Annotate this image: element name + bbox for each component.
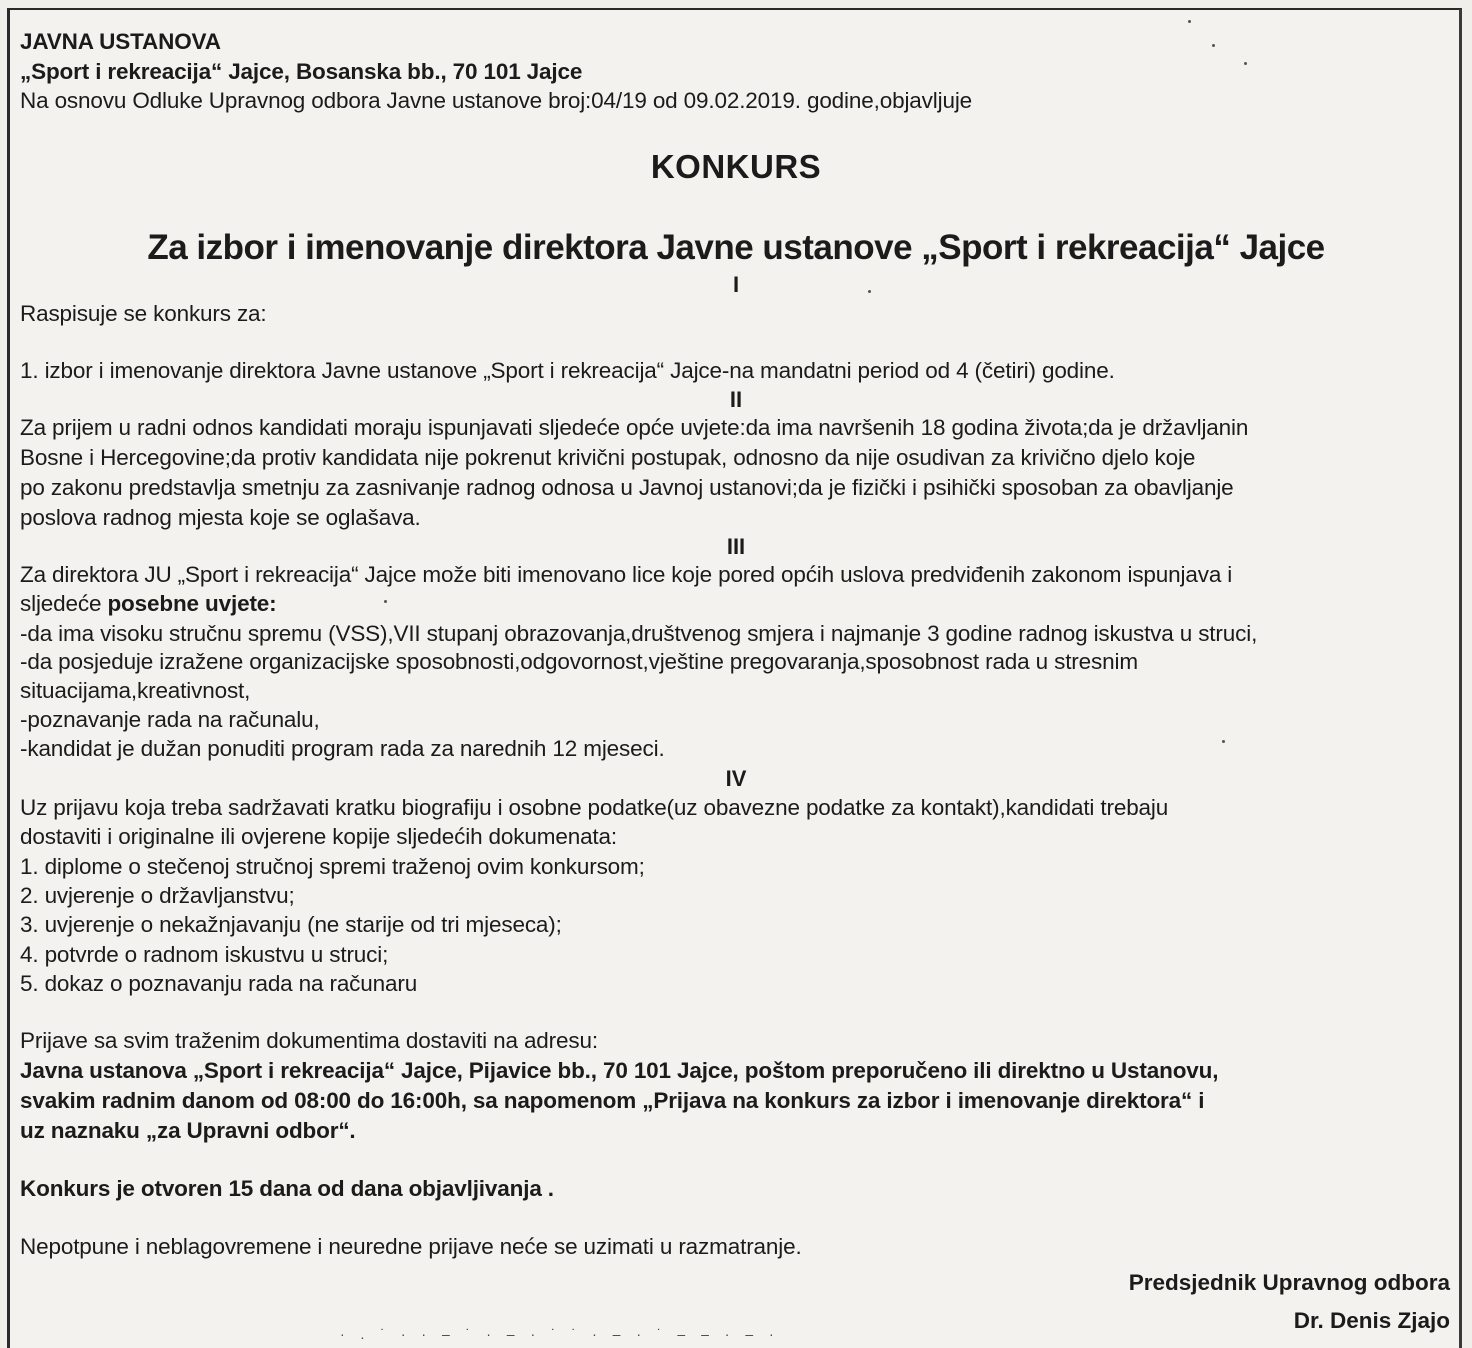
signature-role: Predsjednik Upravnog odbora bbox=[1128, 1270, 1450, 1295]
section-iv-line: Uz prijavu koja treba sadržavati kratku biografiju i osobne podatke(uz obavezne podatke za kontakt),kandidati trebaju bbox=[20, 795, 1169, 820]
org-name: „Sport i rekreacija“ Jajce, Bosanska bb., 70 101 Jajce bbox=[20, 59, 583, 84]
submission-address: uz naznaku „za Upravni odbor“. bbox=[20, 1118, 356, 1143]
legal-basis: Na osnovu Odluke Upravnog odbora Javne ustanove broj:04/19 od 09.02.2019. godine,objavljuje bbox=[20, 88, 973, 113]
open-period: Konkurs je otvoren 15 dana od dana objavljivanja . bbox=[20, 1176, 554, 1201]
requirement-item: situacijama,kreativnost, bbox=[20, 678, 251, 703]
org-type: JAVNA USTANOVA bbox=[20, 29, 221, 54]
section-iii-prefix: sljedeće bbox=[20, 591, 108, 616]
document-item: 2. uvjerenje o državljanstvu; bbox=[20, 883, 295, 908]
section-numeral-iii: III bbox=[726, 534, 746, 559]
submission-address: Javna ustanova „Sport i rekreacija“ Jajce, Pijavice bb., 70 101 Jajce, poštom preporučeno ili direktno u Ustanovu, bbox=[20, 1058, 1219, 1083]
signature-name: Dr. Denis Zjajo bbox=[1293, 1308, 1450, 1333]
print-speck bbox=[1212, 44, 1215, 47]
section-iv-line: dostaviti i originalne ili ovjerene kopije sljedećih dokumenata: bbox=[20, 824, 617, 849]
requirement-item: -da posjeduje izražene organizacijske sposobnosti,odgovornost,vještine pregovaranja,sposobnost rada u stresnim bbox=[20, 649, 1138, 674]
section-iii-line: Za direktora JU „Sport i rekreacija“ Jajce može biti imenovano lice koje pored općih uslova predviđenih zakonom ispunjava i bbox=[20, 562, 1233, 587]
section-numeral-ii: II bbox=[729, 387, 743, 412]
print-artifact-dots: · . ˙ · · ‒ ˙ · ‒ · ˙ ˙ · ‒ · ˙ ‒ ‒ · ‒ · bbox=[340, 1326, 780, 1342]
incomplete-note: Nepotpune i neblagovremene i neuredne prijave neće se uzimati u razmatranje. bbox=[20, 1234, 802, 1259]
document-item: 5. dokaz o poznavanju rada na računaru bbox=[20, 971, 418, 996]
submission-address: svakim radnim danom od 08:00 do 16:00h, sa napomenom „Prijava na konkurs za izbor i imenovanje direktora“ i bbox=[20, 1088, 1205, 1113]
notice-title: KONKURS bbox=[650, 148, 822, 185]
document-item: 3. uvjerenje o nekažnjavanju (ne starije od tri mjeseca); bbox=[20, 912, 562, 937]
document-item: 1. diplome o stečenoj stručnoj spremi traženoj ovim konkursom; bbox=[20, 854, 645, 879]
section-ii-line: poslova radnog mjesta koje se oglašava. bbox=[20, 505, 421, 530]
notice-subtitle: Za izbor i imenovanje direktora Javne ustanove „Sport i rekreacija“ Jajce bbox=[147, 228, 1325, 267]
print-speck bbox=[384, 600, 387, 603]
requirement-item: -poznavanje rada na računalu, bbox=[20, 707, 320, 732]
requirement-item: -kandidat je dužan ponuditi program rada za narednih 12 mjeseci. bbox=[20, 736, 665, 761]
section-numeral-iv: IV bbox=[725, 766, 747, 791]
section-i-item: 1. izbor i imenovanje direktora Javne ustanove „Sport i rekreacija“ Jajce-na mandatni period od 4 (četiri) godine. bbox=[20, 358, 1115, 383]
print-speck bbox=[1244, 62, 1247, 65]
requirement-item: -da ima visoku stručnu spremu (VSS),VII stupanj obrazovanja,društvenog smjera i najmanje 3 godine radnog iskustva u struci, bbox=[20, 621, 1258, 646]
print-speck bbox=[868, 290, 871, 293]
document-item: 4. potvrde o radnom iskustvu u struci; bbox=[20, 942, 389, 967]
section-ii-line: Za prijem u radni odnos kandidati moraju ispunjavati sljedeće opće uvjete:da ima navršenih 18 godina života;da je državljanin bbox=[20, 415, 1249, 440]
submission-intro: Prijave sa svim traženim dokumentima dostaviti na adresu: bbox=[20, 1028, 598, 1053]
special-requirements-label: posebne uvjete: bbox=[107, 591, 277, 616]
section-iii-line bbox=[20, 590, 277, 618]
section-ii-line: po zakonu predstavlja smetnju za zasnivanje radnog odnosa u Javnoj ustanovi;da je fizički i psihički sposoban za obavljanje bbox=[20, 475, 1234, 500]
section-i-intro: Raspisuje se konkurs za: bbox=[20, 301, 267, 326]
print-speck bbox=[1222, 740, 1225, 743]
print-speck bbox=[1188, 20, 1191, 23]
section-ii-line: Bosne i Hercegovine;da protiv kandidata nije pokrenut krivični postupak, odnosno da nije osudivan za krivično djelo koje bbox=[20, 445, 1196, 470]
section-numeral-i: I bbox=[732, 272, 740, 297]
